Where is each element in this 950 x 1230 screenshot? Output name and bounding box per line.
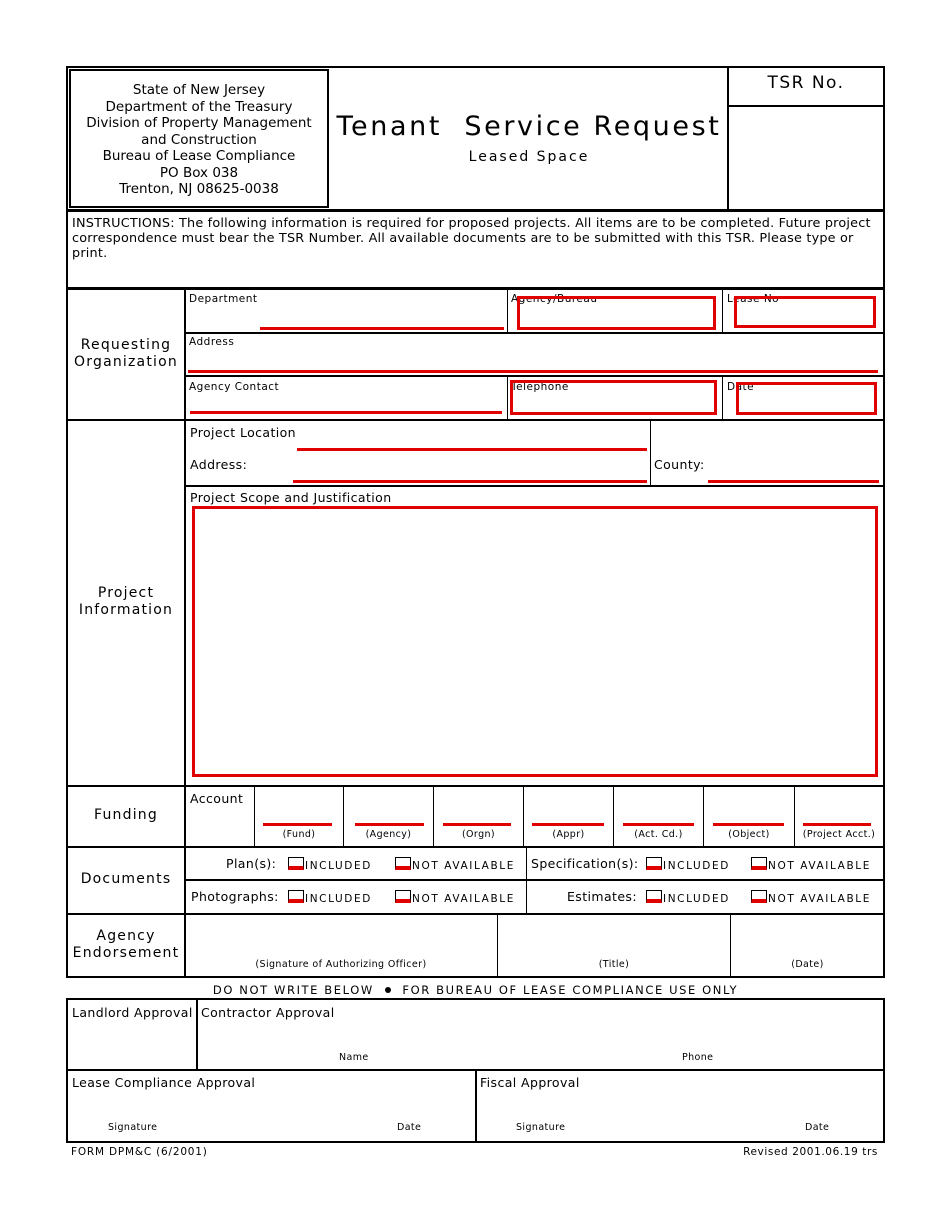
agency-line: and Construction	[141, 131, 257, 148]
divider	[730, 914, 731, 977]
tsr-label: TSR No.	[767, 73, 845, 93]
spec-not-available-checkbox[interactable]	[751, 857, 767, 870]
estimates-not-available-checkbox[interactable]	[751, 890, 767, 903]
contractor-approval-label: Contractor Approval	[201, 1005, 335, 1020]
contractor-phone-caption: Phone	[682, 1052, 714, 1063]
date-field[interactable]	[736, 382, 877, 415]
photos-included-checkbox[interactable]	[288, 890, 304, 903]
estimates-not-available-label: NOT AVAILABLE	[768, 893, 871, 905]
department-label: Department	[189, 293, 258, 305]
agency-code-field[interactable]	[355, 823, 424, 826]
plans-label: Plan(s):	[226, 856, 277, 871]
agency-line: Bureau of Lease Compliance	[102, 148, 296, 164]
address-field[interactable]	[188, 370, 878, 373]
fund-caption: (Fund)	[282, 829, 316, 840]
title-caption: (Title)	[598, 959, 630, 970]
divider	[184, 786, 186, 847]
agency-line: PO Box 038	[159, 164, 239, 181]
scope-textarea[interactable]	[192, 506, 878, 777]
tsr-number-field[interactable]	[730, 108, 883, 208]
telephone-field[interactable]	[510, 380, 717, 415]
agency-code-caption: (Agency)	[365, 829, 412, 840]
agency-line: State of New Jersey	[132, 82, 266, 98]
plans-included-checkbox[interactable]	[288, 857, 304, 870]
section-label: Information	[78, 602, 174, 618]
agency-line: Department of the Treasury	[105, 98, 293, 115]
section-label: Organization	[74, 354, 178, 370]
fiscal-signature-caption: Signature	[516, 1122, 566, 1133]
divider	[507, 376, 508, 420]
endorsement-label	[68, 928, 184, 962]
spec-not-available-label: NOT AVAILABLE	[768, 860, 871, 872]
bureau-notice	[66, 983, 885, 997]
lease-date-caption: Date	[397, 1122, 422, 1133]
divider	[722, 376, 723, 420]
appr-caption: (Appr)	[552, 829, 585, 840]
plans-included-label: INCLUDED	[305, 860, 372, 872]
section-label: Requesting	[80, 337, 172, 353]
date-label: Date	[727, 381, 755, 393]
telephone-label: Telephone	[511, 381, 569, 393]
project-location-field[interactable]	[297, 448, 647, 451]
divider	[185, 375, 884, 377]
form-subtitle: Leased Space	[468, 149, 590, 165]
project-acct-caption: (Project Acct.)	[802, 829, 876, 840]
divider	[184, 420, 186, 786]
section-label: Agency	[96, 928, 156, 944]
agency-line: Trenton, NJ 08625-0038	[119, 181, 279, 197]
object-caption: (Object)	[728, 829, 770, 840]
photos-not-available-label: NOT AVAILABLE	[412, 893, 515, 905]
account-label: Account	[190, 791, 244, 806]
project-location-label: Project Location	[190, 425, 297, 440]
instructions-text: INSTRUCTIONS: The following information is required for proposed projects. All items are to be completed. Future project correspondence must bear the TSR Number. All available documents are to be submitted with this TSR. Please type or print.	[72, 216, 871, 261]
signature-field[interactable]	[186, 915, 496, 955]
divider	[727, 105, 884, 107]
divider	[185, 485, 884, 487]
estimates-included-label: INCLUDED	[663, 893, 730, 905]
lease-no-field[interactable]	[734, 296, 876, 328]
divider	[722, 289, 723, 333]
divider	[507, 289, 508, 333]
contractor-name-caption: Name	[339, 1052, 369, 1063]
photographs-label: Photographs:	[191, 889, 279, 904]
spec-included-label: INCLUDED	[663, 860, 730, 872]
bureau-notice-left: DO NOT WRITE BELOW	[212, 983, 374, 997]
lease-no-label: Lease No	[727, 293, 780, 305]
agency-contact-label: Agency Contact	[189, 381, 280, 393]
fiscal-approval-label: Fiscal Approval	[480, 1075, 580, 1090]
endorsement-date-field[interactable]	[732, 915, 883, 955]
plans-not-available-checkbox[interactable]	[395, 857, 411, 870]
plans-not-available-label: NOT AVAILABLE	[412, 860, 515, 872]
documents-label: Documents	[80, 871, 172, 887]
fiscal-date-caption: Date	[805, 1122, 830, 1133]
form-title: Tenant Service Request	[336, 111, 722, 142]
lease-signature-caption: Signature	[108, 1122, 158, 1133]
divider	[185, 879, 884, 881]
divider	[184, 289, 186, 420]
spec-included-checkbox[interactable]	[646, 857, 662, 870]
county-field[interactable]	[708, 480, 879, 483]
agency-address	[71, 82, 327, 198]
project-address-field[interactable]	[293, 480, 647, 483]
project-acct-field[interactable]	[803, 823, 871, 826]
agency-bureau-field[interactable]	[517, 296, 716, 330]
fund-field[interactable]	[263, 823, 332, 826]
revision-note: Revised 2001.06.19 trs	[743, 1146, 878, 1158]
orgn-caption: (Orgn)	[461, 829, 496, 840]
photos-included-label: INCLUDED	[305, 893, 372, 905]
bureau-notice-right: FOR BUREAU OF LEASE COMPLIANCE USE ONLY	[402, 983, 739, 997]
bullet-icon	[385, 987, 391, 993]
section-label: Project	[97, 585, 155, 601]
object-field[interactable]	[713, 823, 784, 826]
divider	[650, 420, 651, 486]
endorsement-date-caption: (Date)	[791, 959, 824, 970]
funding-label: Funding	[94, 807, 158, 823]
photos-not-available-checkbox[interactable]	[395, 890, 411, 903]
project-address-label: Address:	[190, 457, 248, 472]
signature-caption: (Signature of Authorizing Officer)	[255, 959, 427, 970]
divider	[526, 847, 527, 914]
section-label: Endorsement	[72, 945, 180, 961]
appr-field[interactable]	[532, 823, 604, 826]
specification-label: Specification(s):	[531, 856, 639, 871]
scope-label: Project Scope and Justification	[190, 490, 392, 505]
orgn-field[interactable]	[443, 823, 511, 826]
requesting-label	[68, 337, 184, 371]
department-field[interactable]	[260, 327, 504, 330]
agency-contact-field[interactable]	[190, 411, 502, 414]
divider	[196, 999, 198, 1070]
landlord-approval-label: Landlord Approval	[72, 1005, 193, 1020]
divider	[475, 1070, 477, 1142]
divider	[185, 332, 884, 334]
estimates-included-checkbox[interactable]	[646, 890, 662, 903]
county-label: County:	[654, 457, 705, 472]
address-label: Address	[189, 336, 235, 348]
agency-bureau-label: Agency/Bureau	[511, 293, 598, 305]
title-field[interactable]	[499, 915, 729, 955]
divider	[497, 914, 498, 977]
lease-compliance-approval-label: Lease Compliance Approval	[72, 1075, 256, 1090]
act-cd-field[interactable]	[623, 823, 694, 826]
agency-line: Division of Property Management	[86, 115, 312, 131]
estimates-label: Estimates:	[567, 889, 637, 904]
act-cd-caption: (Act. Cd.)	[634, 829, 683, 840]
form-number: FORM DPM&C (6/2001)	[71, 1146, 208, 1158]
project-label	[68, 585, 184, 619]
